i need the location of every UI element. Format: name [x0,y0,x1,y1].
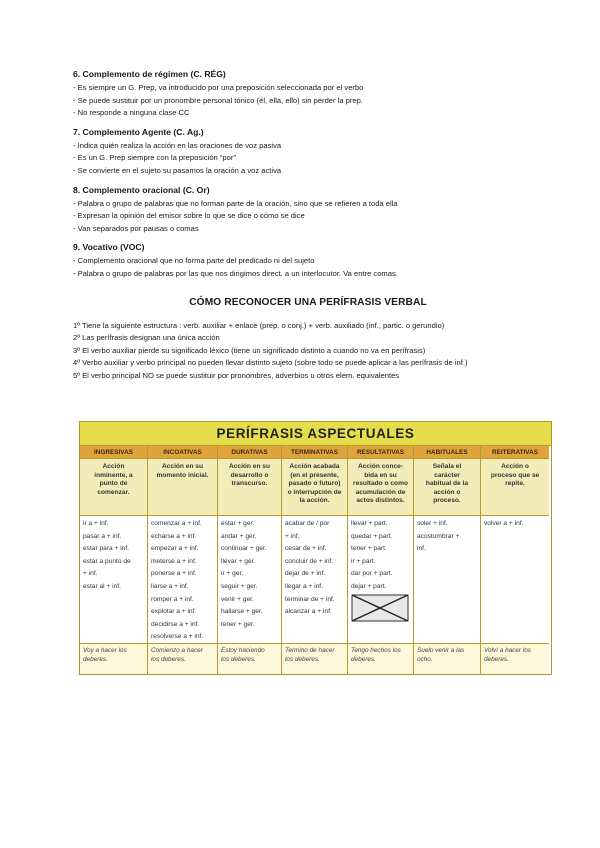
example-line: Tengo hechos los [351,647,401,654]
section-line: - Se puede sustituir por un pronombre personal tónico (él, ella, ello) sin perder la prep. [73,95,363,105]
column-example [414,644,481,674]
description-line: pasado o futuro) [288,480,341,488]
example-line: Termino de hacer [285,647,335,654]
example-line: Voy a hacer los [83,647,127,654]
form-item: estar al + inf. [83,582,121,590]
column-description [414,459,481,516]
recognition-step: 2º Las perífrasis designan una única acción [73,333,220,343]
description-line: inminente, a [94,471,133,479]
form-item: estar + ger. [221,520,255,527]
column-forms [218,516,282,644]
recognition-step: 1º Tiene la siguiente estructura : verb. auxiliar + enlace (prep. o conj.) + verb. auxiliado (inf., partic. o gerundio) [73,320,445,330]
section-line: - Se convierte en el sujeto su pasamos la oración a voz activa [73,165,282,175]
form-item: estar a punto de [83,557,131,565]
form-item: empezar a + inf. [151,545,199,553]
section-line: - Complemento oracional que no forma parte del predicado ni del sujeto [73,256,315,266]
form-item: llevar + part. [351,520,388,527]
form-item: hallarse + ger. [221,608,263,616]
column-header: INGRESIVAS [80,446,148,459]
document-body [73,68,543,383]
description-line: comenzar. [97,488,130,496]
form-item: meterse a + inf. [151,557,197,565]
column-header: TERMINATIVAS [282,446,348,459]
description-line: acción o [433,488,461,496]
column-forms [282,516,348,644]
perifrasis-heading: CÓMO RECONOCER UNA PERÍFRASIS VERBAL [189,296,427,308]
grammar-section [73,241,543,280]
form-item: cesar de + inf. [285,545,327,553]
section-line: - Van separados por pausas o comas [73,223,199,233]
column-description [218,459,282,516]
description-line: momento inicial. [156,471,209,479]
column-example [80,644,148,674]
form-item: soler + inf. [417,520,448,527]
recognition-step: 5º El verbo principal NO se puede sustituir por pronombres, adverbios u otros elem. equivalentes [73,370,400,380]
form-item: pasar a + inf. [83,532,122,540]
column-forms [80,516,148,644]
description-line: Acción o [501,463,529,470]
description-line: resultado o como [353,480,408,488]
form-item: quedar + part. [351,532,393,540]
description-line: actos distintos. [356,497,405,505]
form-item: ponerse a + inf. [151,570,197,578]
column-header: HABITUALES [414,446,481,459]
description-line: desarrollo o [230,471,269,479]
column-example [218,644,282,674]
example-line: deberes. [83,655,108,663]
example-line: deberes. [351,655,376,663]
column-example [348,644,414,674]
description-line: Acción [102,463,125,470]
section-line: - Palabra o grupo de palabras que no forman parte de la oración, sino que se refieren a toda ella [73,198,398,208]
form-item: explotar a + inf. [151,608,197,616]
section-line: - Indica quién realiza la acción en las oraciones de voz pasiva [73,140,282,150]
form-item: tener + part. [351,545,387,553]
example-line: deberes. [484,655,509,663]
grammar-sections [73,68,543,281]
form-item: volver a + inf. [484,520,524,527]
section-line: - No responde a ninguna clase CC [73,108,190,118]
table-forms-row [80,516,551,644]
form-item: + inf. [83,570,98,578]
example-line: Comienzo a hacer [151,647,203,654]
example-line: ocho. [417,655,433,663]
form-item: acabar de / por [285,520,330,527]
grammar-section [73,184,543,236]
section-line: - Expresan la opinión del emisor sobre lo que se dice o cómo se dice [73,211,305,221]
form-item: llevar + ger. [221,557,256,565]
description-line: Acción conce- [357,463,404,470]
recognition-step: 3º El verbo auxiliar pierde su significado léxico (tiene un significado distinto a cuando no va en perífrasis) [73,345,426,355]
form-item: dejar + part. [351,582,387,590]
section-line: - Palabra o grupo de palabras por las que nos dirigimos direct. a un interlocutor. Va entre comas. [73,268,398,278]
table-example-row [80,644,551,674]
section-line: - Es un G. Prep siempre con la preposición “por” [73,153,236,163]
column-description [282,459,348,516]
form-item: tener + ger. [221,620,255,628]
table-title: PERÍFRASIS ASPECTUALES [80,422,551,446]
section-title: 6. Complemento de régimen (C. RÉG) [73,69,226,79]
example-line: los deberes. [285,655,320,663]
form-item: estar para + inf. [83,545,129,553]
column-forms [414,516,481,644]
description-line: Acción acabada [289,463,340,470]
form-item: venir + ger. [221,595,254,603]
column-header: RESULTATIVAS [348,446,414,459]
column-header: REITERATIVAS [481,446,549,459]
form-item: dar por + part. [351,570,393,578]
form-item: resolverse a + inf. [151,633,204,641]
column-description [148,459,218,516]
form-item: ir + part. [351,557,376,565]
description-line: repite. [505,480,525,488]
form-item: inf. [417,545,426,553]
form-item: liarse a + inf. [151,582,189,590]
description-line: (en el presente, [290,471,339,479]
example-line: Volví a hacer los [484,647,532,654]
column-forms [148,516,218,644]
column-forms [481,516,549,644]
description-line: carácter [434,471,460,479]
perifrasis-table [79,421,552,675]
description-line: la acción. [299,497,330,505]
column-header: INCOATIVAS [148,446,218,459]
form-item: andar + ger. [221,532,257,540]
description-line: Señala el [432,463,462,470]
form-item: decidirse a + inf. [151,620,200,628]
description-line: proceso. [433,497,461,505]
form-item: alcanzar a + inf. [285,608,332,616]
form-item: seguir + ger. [221,582,258,590]
section-title: 9. Vocativo (VOC) [73,242,145,253]
recognition-steps [73,320,543,383]
column-forms [348,516,414,644]
example-line: Suelo venir a las [417,647,465,654]
description-line: punto de [99,480,128,488]
recognition-step: 4º Verbo auxiliar y verbo principal no pueden llevar distinto sujeto (sobre todo se puede aplicar a las perífrasis de inf.) [73,358,468,368]
example-line: los deberes. [151,655,186,663]
description-line: acumulación de [355,488,406,496]
description-line: bida en su [364,471,397,479]
form-item: echarse a + inf. [151,532,197,540]
description-line: Acción en su [161,463,204,470]
table-header-row [80,446,551,459]
column-description [481,459,549,516]
grammar-section [73,68,543,120]
grammar-section [73,126,543,178]
form-item: terminar de + inf. [285,595,335,603]
form-item: ir a + inf. [83,520,109,527]
column-description [348,459,414,516]
example-line: los deberes. [221,655,256,663]
table-description-row [80,459,551,516]
form-item: ir + ger. [221,570,244,578]
example-line: Estoy haciendo [221,647,265,654]
column-example [481,644,549,674]
form-item: concluir de + inf. [285,557,334,565]
column-description [80,459,148,516]
form-item: continuar + ger. [221,545,267,553]
description-line: o interrupción de [287,488,342,496]
description-line: transcurso. [231,480,268,488]
description-line: proceso que se [490,471,540,479]
form-item: romper a + inf. [151,595,194,603]
form-item: comenzar a + inf. [151,520,202,527]
column-example [282,644,348,674]
form-item: + inf. [285,532,300,540]
section-title: 7. Complemento Agente (C. Ag.) [73,126,204,137]
section-line: - Es siempre un G. Prep, va introducido por una preposición seleccionada por el verbo [73,83,364,92]
form-item: llegar a + inf. [285,582,323,590]
column-header: DURATIVAS [218,446,282,459]
description-line: Acción en su [228,463,271,470]
description-line: habitual de la [425,480,469,488]
column-example [148,644,218,674]
section-title: 8. Complemento oracional (C. Or) [73,184,210,195]
form-item: dejar de + inf. [285,570,326,578]
form-item: acostumbrar + [417,532,460,540]
